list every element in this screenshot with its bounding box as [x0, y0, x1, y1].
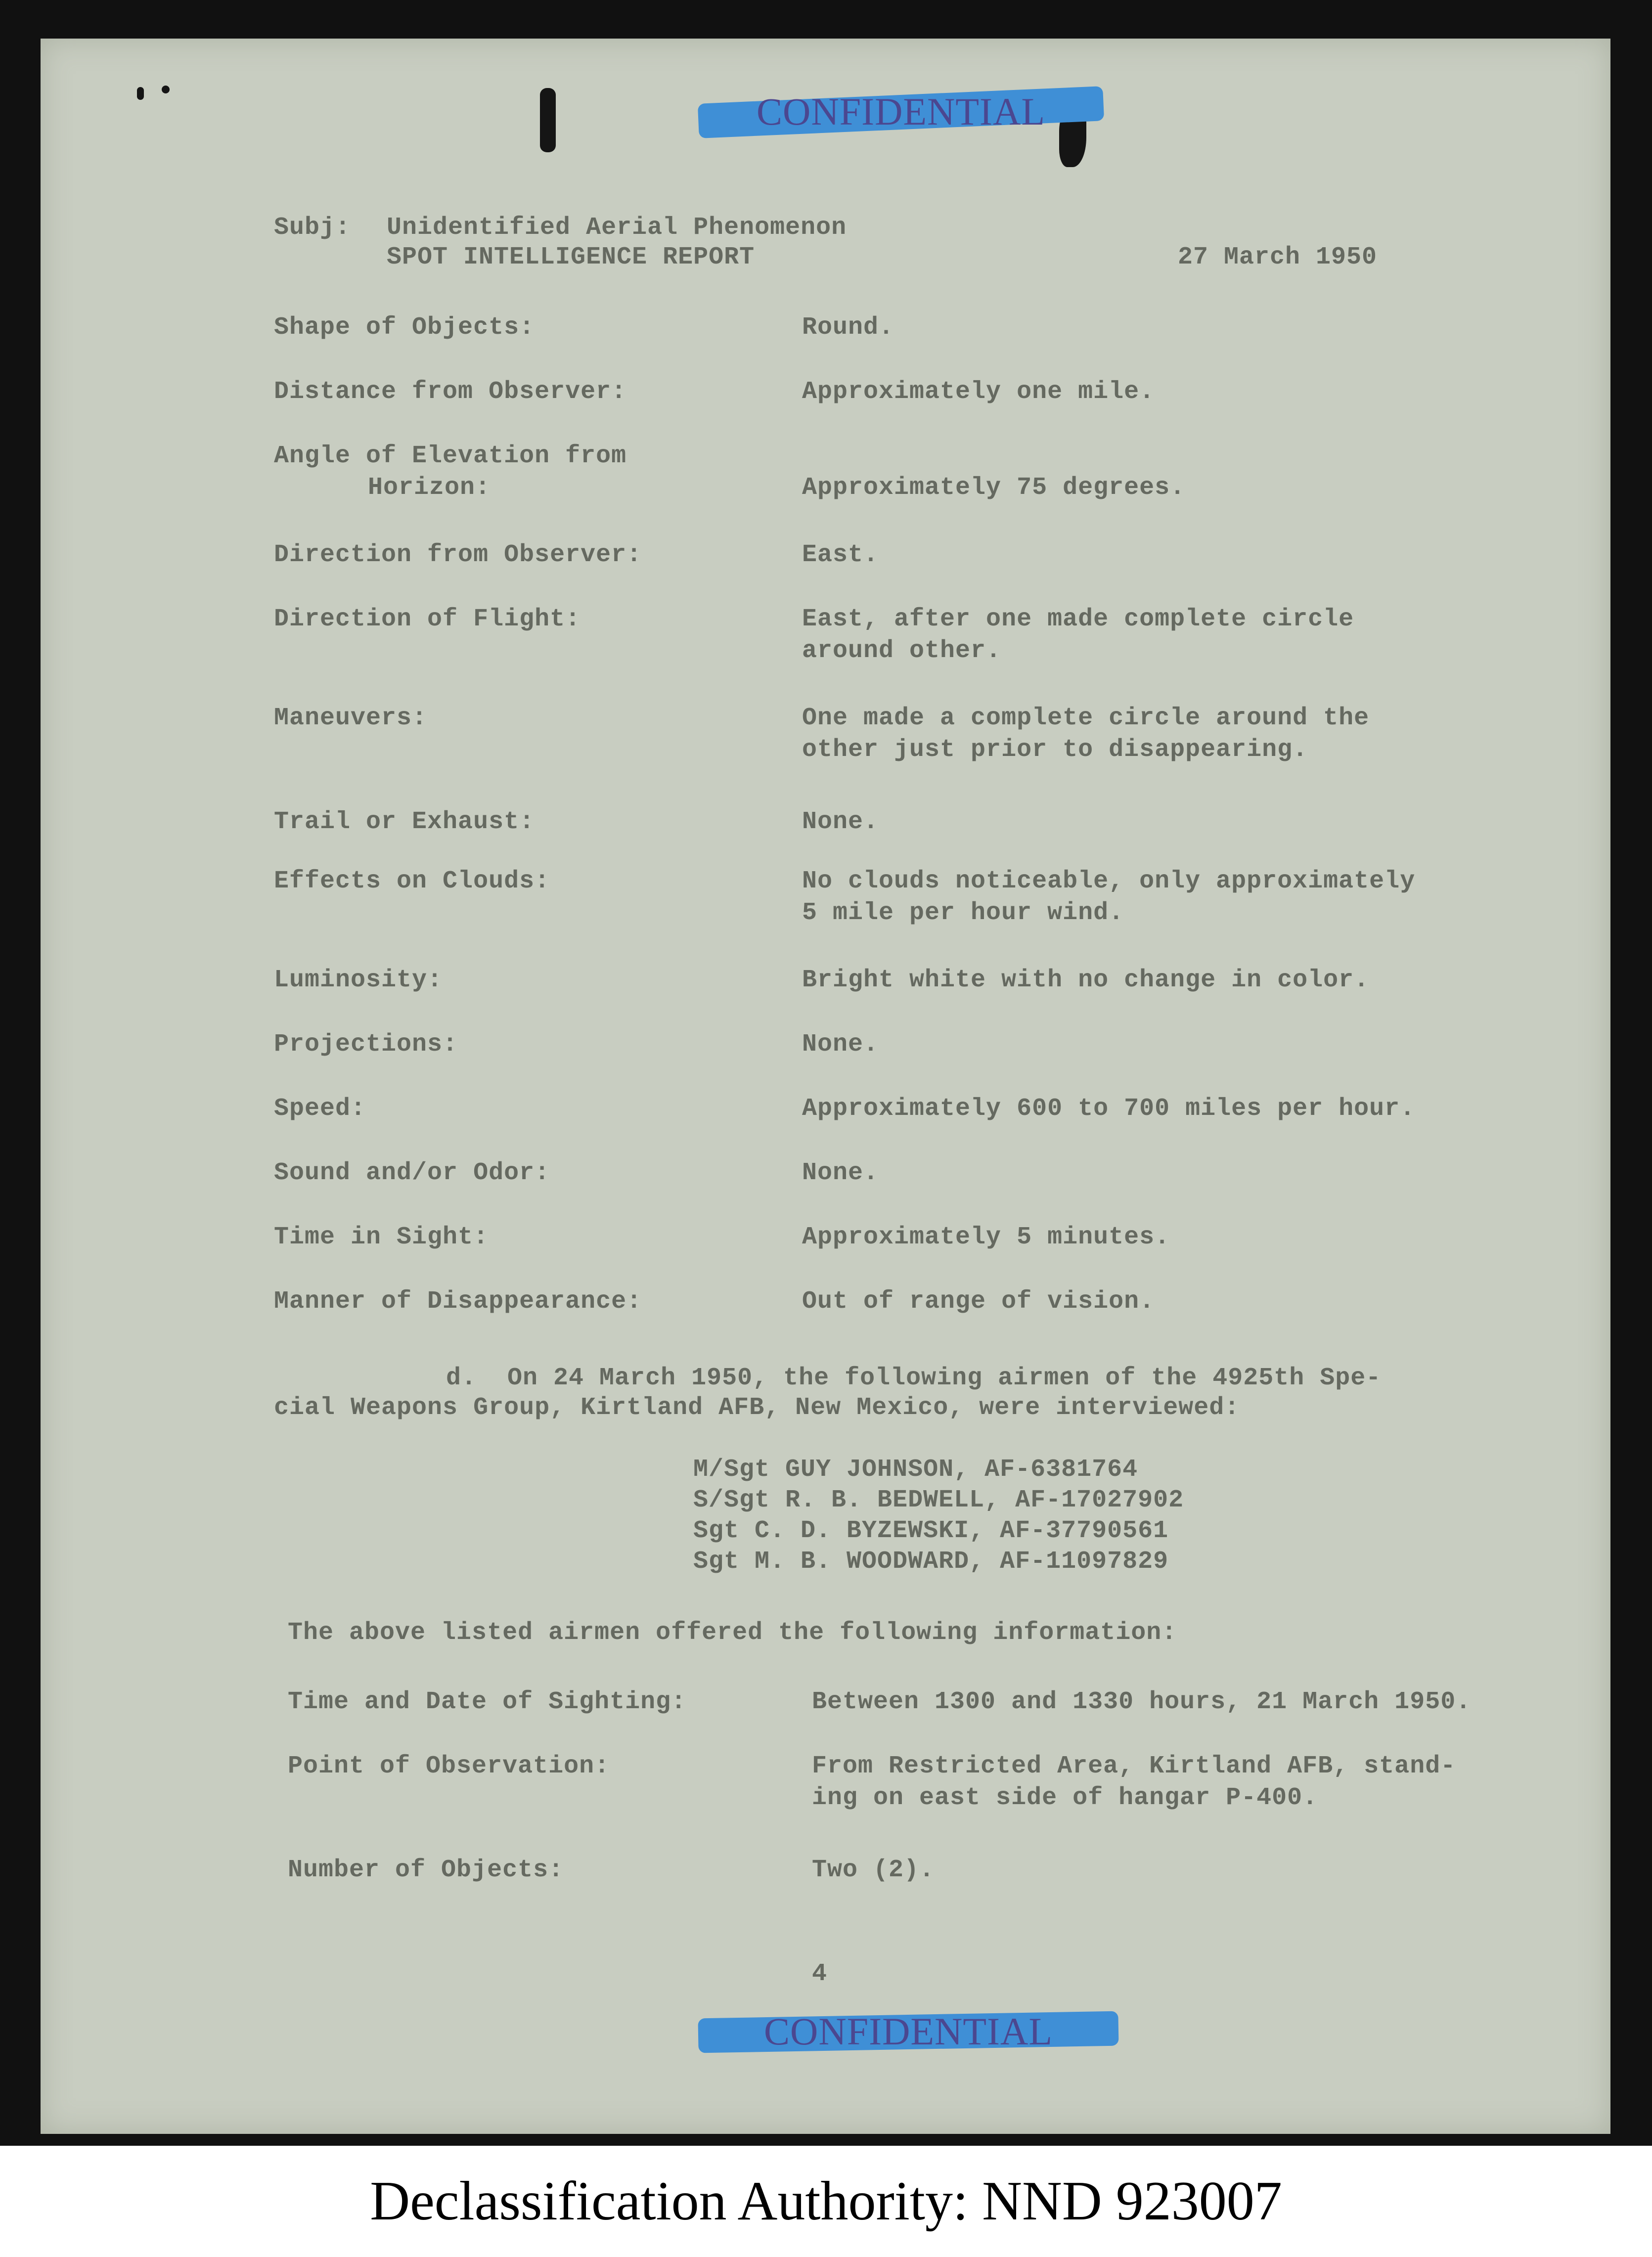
field-value: Round.: [802, 313, 894, 342]
field-value: East, after one made complete circle: [802, 605, 1354, 633]
field-label: Manner of Disappearance:: [274, 1287, 642, 1316]
airman-entry: Sgt C. D. BYZEWSKI, AF-37790561: [693, 1517, 1169, 1545]
field-label: Point of Observation:: [288, 1752, 610, 1780]
field-value: ing on east side of hangar P-400.: [812, 1784, 1318, 1812]
field-value: Bright white with no change in color.: [802, 966, 1370, 994]
field-value: Approximately 75 degrees.: [802, 474, 1186, 502]
confidential-stamp-top: [698, 84, 1104, 139]
field-label: Trail or Exhaust:: [274, 808, 535, 836]
field-value: other just prior to disappearing.: [802, 736, 1308, 764]
field-label: Horizon:: [368, 474, 491, 502]
field-label: Sound and/or Odor:: [274, 1159, 550, 1187]
field-label: Shape of Objects:: [274, 313, 535, 342]
confidential-stamp-top-text: CONFIDENTIAL: [757, 90, 1045, 133]
field-label: Number of Objects:: [288, 1856, 564, 1884]
airman-entry: Sgt M. B. WOODWARD, AF-11097829: [693, 1548, 1169, 1576]
paragraph-d-line-2: cial Weapons Group, Kirtland AFB, New Mexico, were interviewed:: [274, 1394, 1240, 1422]
field-value: From Restricted Area, Kirtland AFB, stand-: [812, 1752, 1456, 1780]
page-number: 4: [812, 1960, 828, 1988]
field-label: Time and Date of Sighting:: [288, 1688, 687, 1716]
field-label: Speed:: [274, 1095, 366, 1123]
field-value: Two (2).: [812, 1856, 935, 1884]
field-value: One made a complete circle around the: [802, 704, 1370, 732]
field-label: Distance from Observer:: [274, 378, 627, 406]
field-value: None.: [802, 1159, 879, 1187]
field-label: Time in Sight:: [274, 1223, 489, 1251]
field-value: None.: [802, 808, 879, 836]
field-value: around other.: [802, 637, 1002, 665]
paper-speck: [137, 87, 144, 100]
subject-line-1: Unidentified Aerial Phenomenon: [387, 214, 847, 242]
paragraph-d-line-1: d. On 24 March 1950, the following airmen of the 4925th Spe-: [446, 1364, 1382, 1392]
airman-entry: S/Sgt R. B. BEDWELL, AF-17027902: [693, 1486, 1184, 1514]
field-label: Angle of Elevation from: [274, 442, 627, 470]
field-label: Direction from Observer:: [274, 541, 642, 569]
subject-label: Subj:: [274, 214, 351, 242]
field-value: No clouds noticeable, only approximately: [802, 867, 1416, 895]
field-value: East.: [802, 541, 879, 569]
declassification-footer: Declassification Authority: NND 923007: [370, 2170, 1282, 2232]
field-value: 5 mile per hour wind.: [802, 899, 1124, 927]
subject-line-2: SPOT INTELLIGENCE REPORT: [387, 243, 755, 271]
field-value: Approximately one mile.: [802, 378, 1155, 406]
paper-speck: [162, 86, 170, 93]
airman-entry: M/Sgt GUY JOHNSON, AF-6381764: [693, 1456, 1138, 1484]
field-label: Maneuvers:: [274, 704, 428, 732]
punch-hole-left: [540, 88, 556, 152]
field-label: Effects on Clouds:: [274, 867, 550, 895]
confidential-stamp-bottom: [698, 2004, 1118, 2059]
intro-line: The above listed airmen offered the following information:: [288, 1619, 1177, 1647]
field-label: Luminosity:: [274, 966, 443, 994]
field-label: Direction of Flight:: [274, 605, 581, 633]
confidential-stamp-bottom-text: CONFIDENTIAL: [764, 2010, 1053, 2053]
field-value: Between 1300 and 1330 hours, 21 March 1950.: [812, 1688, 1472, 1716]
field-value: None.: [802, 1030, 879, 1059]
field-label: Projections:: [274, 1030, 458, 1059]
document-date: 27 March 1950: [1178, 243, 1378, 271]
field-value: Approximately 600 to 700 miles per hour.: [802, 1095, 1416, 1123]
field-value: Approximately 5 minutes.: [802, 1223, 1170, 1251]
document-page: [41, 39, 1610, 2134]
field-value: Out of range of vision.: [802, 1287, 1155, 1316]
